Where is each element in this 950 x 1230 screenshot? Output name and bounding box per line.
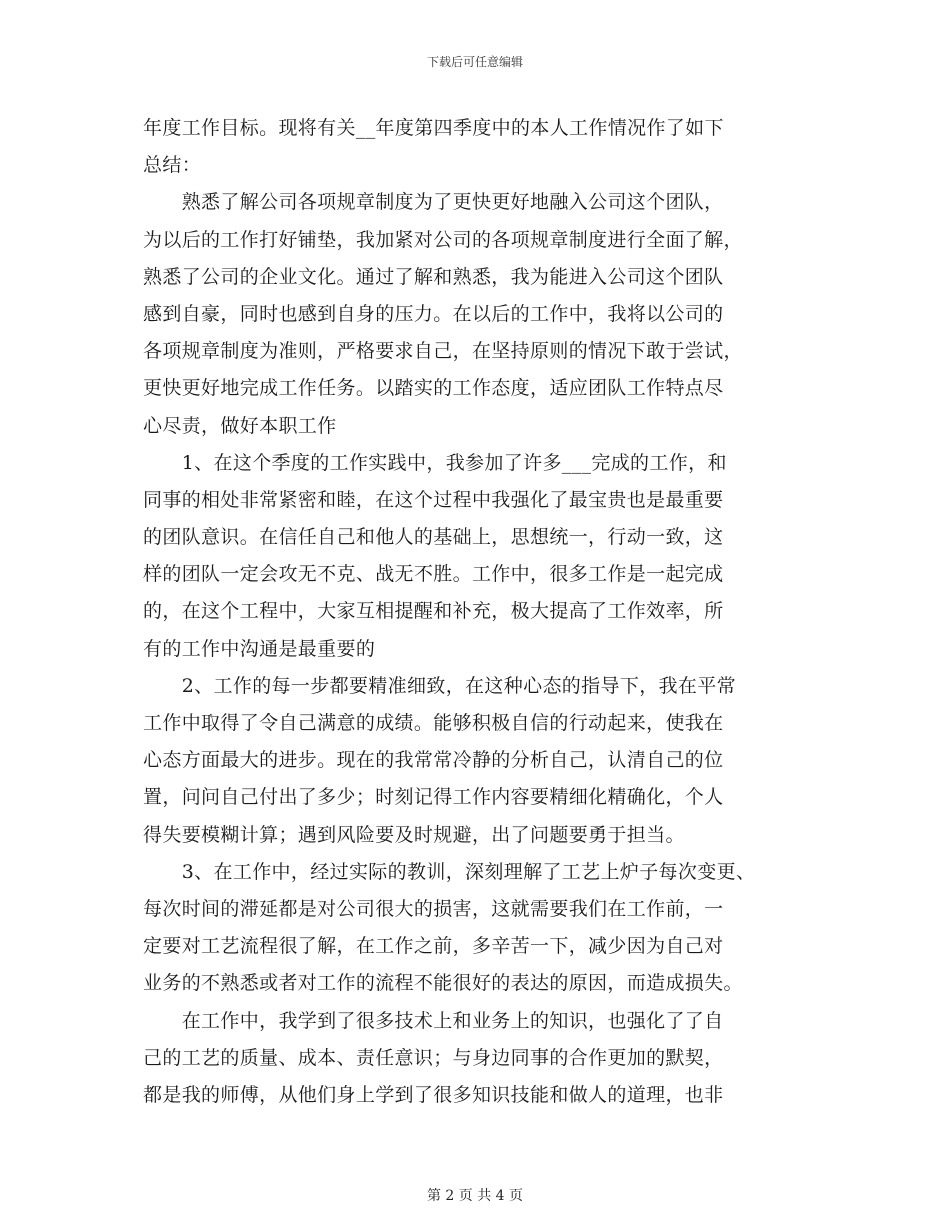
document-body	[143, 110, 823, 1114]
text-line: 为以后的工作打好铺垫，我加紧对公司的各项规章制度进行全面了解，	[143, 228, 743, 251]
page-header: 下载后可任意编辑	[426, 55, 523, 69]
text-line: 1、在这个季度的工作实践中，我参加了许多___完成的工作，和	[143, 451, 727, 474]
text-line: 己的工艺的质量、成本、责任意识；与身边同事的合作更加的默契，	[143, 1046, 724, 1069]
text-line: 3、在工作中，经过实际的教训，深刻理解了工艺上炉子每次变更、	[143, 860, 756, 883]
text-line: 有的工作中沟通是最重要的	[143, 637, 376, 660]
text-line: 感到自豪，同时也感到自身的压力。在以后的工作中，我将以公司的	[143, 302, 724, 325]
text-line: 同事的相处非常紧密和睦，在这个过程中我强化了最宝贵也是最重要	[143, 488, 724, 511]
text-line: 在工作中，我学到了很多技术上和业务上的知识，也强化了了自	[143, 1009, 724, 1032]
text-line: 都是我的师傅，从他们身上学到了很多知识技能和做人的道理，也非	[143, 1083, 724, 1106]
text-line: 总结：	[143, 154, 202, 177]
text-line: 业务的不熟悉或者对工作的流程不能很好的表达的原因，而造成损失。	[143, 972, 743, 995]
text-line: 2、工作的每一步都要精准细致，在这种心态的指导下，我在平常	[143, 674, 736, 697]
page-number: 第 2 页 共 4 页	[426, 1188, 524, 1204]
text-line: 得失要模糊计算；遇到风险要及时规避，出了问题要勇于担当。	[143, 823, 685, 846]
text-line: 的，在这个工程中，大家互相提醒和补充，极大提高了工作效率，所	[143, 600, 724, 623]
text-line: 心态方面最大的进步。现在的我常常冷静的分析自己，认清自己的位	[143, 749, 724, 772]
text-line: 定要对工艺流程很了解，在工作之前，多辛苦一下，减少因为自己对	[143, 935, 724, 958]
text-line: 熟悉了解公司各项规章制度为了更快更好地融入公司这个团队，	[143, 191, 724, 214]
text-line: 每次时间的滞延都是对公司很大的损害，这就需要我们在工作前，一	[143, 897, 724, 920]
text-line: 更快更好地完成工作任务。以踏实的工作态度，适应团队工作特点尽	[143, 377, 724, 400]
text-line: 工作中取得了令自己满意的成绩。能够积极自信的行动起来，使我在	[143, 712, 724, 734]
text-line: 各项规章制度为准则，严格要求自己，在坚持原则的情况下敢于尝试，	[143, 340, 743, 363]
text-line: 样的团队一定会攻无不克、战无不胜。工作中，很多工作是一起完成	[143, 563, 724, 586]
text-line: 的团队意识。在信任自己和他人的基础上，思想统一，行动一致，这	[143, 526, 724, 549]
text-line: 熟悉了公司的企业文化。通过了解和熟悉，我为能进入公司这个团队	[143, 265, 724, 288]
text-line: 年度工作目标。现将有关__年度第四季度中的本人工作情况作了如下	[143, 117, 724, 139]
text-line: 心尽责，做好本职工作	[143, 414, 337, 437]
text-line: 置，问问自己付出了多少；时刻记得工作内容要精细化精确化，个人	[143, 786, 724, 809]
